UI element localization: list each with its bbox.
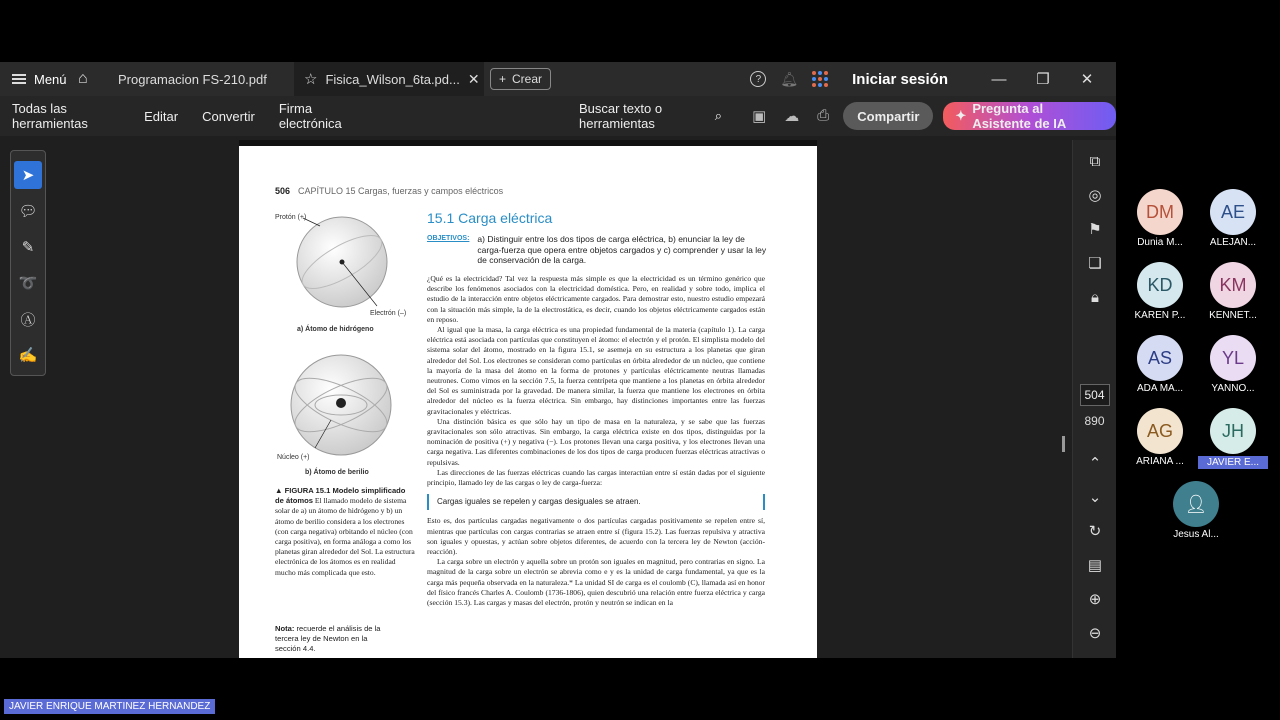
objectives (427, 234, 767, 266)
esign-menu[interactable]: Firma electrónica (278, 101, 342, 131)
create-label: Crear (512, 72, 543, 86)
electron-label: Electrón (–) (370, 310, 407, 317)
avatar: YL (1210, 335, 1256, 381)
figure-15-1 (275, 210, 415, 482)
avatar: JH (1210, 408, 1256, 454)
right-tools-panel (1072, 140, 1116, 658)
participant-name: ARIANA ... (1136, 456, 1184, 467)
share-button[interactable]: Compartir (843, 102, 933, 130)
hamburger-icon (12, 74, 26, 84)
pdf-viewer-window (0, 62, 1116, 658)
avatar: KD (1137, 262, 1183, 308)
fig-b-caption: b) Átomo de berilio (305, 469, 369, 476)
participant-tile[interactable] (1125, 262, 1195, 321)
participant-tile[interactable] (1198, 408, 1268, 469)
paragraph: La carga sobre un electrón y aquella sobre un protón son iguales en magnitud, pero contrarias en signo. La magnitud de la carga sobre un electrón se abrevia como e y es la unidad de carga fundamental, ya que es la carga más pequeña observada en la naturaleza.* La unidad SI de carga es el coulomb (C), llamada así en honor del físico francés Charles A. Coulomb (1736-1806), quien descubrió una relación entre fuerza eléctrica y carga (sección 15.3). Las cargas y masas del electrón, protón y neutrón se indican en la (427, 557, 765, 608)
home-icon[interactable]: ⌂ (78, 70, 88, 87)
ai-assistant-button[interactable] (943, 102, 1116, 130)
comment-icon[interactable]: 💬︎ (18, 203, 38, 220)
convert-menu[interactable]: Convertir (202, 108, 255, 124)
participant-tile[interactable] (1198, 335, 1268, 394)
close-tab-icon[interactable]: ✕ (467, 70, 480, 87)
page-edge (239, 140, 817, 146)
comments-panel-icon[interactable]: ◎ (1088, 187, 1102, 204)
participant-name: YANNO... (1211, 383, 1255, 394)
atom-diagrams (275, 210, 415, 480)
objectives-text: a) Distinguir entre los dos tipos de carga eléctrica, b) enunciar la ley de carga-fuerza que opera entre objetos cargados y c) comprender y usar la ley de conservación de la carga. (477, 234, 767, 265)
avatar: DM (1137, 189, 1183, 235)
all-tools-menu[interactable]: Todas las herramientas (12, 101, 88, 131)
tab-title: Programacion FS-210.pdf (118, 71, 267, 87)
paragraph: Esto es, dos partículas cargadas negativamente o dos partículas cargadas positivamente se repelen entre sí, mientras que partículas con cargas contrarias se atraen entre sí (figura 15.2). Las fuerzas repulsiva y atractiva son iguales y opuestas, y actúan sobre objetos diferentes, de acuerdo con la tercera ley de Newton (acción-reacción). (427, 516, 765, 557)
minimize-icon[interactable]: — (991, 70, 1007, 88)
paragraph: Las direcciones de las fuerzas eléctricas cuando las cargas interactúan entre sí están dadas por el siguiente principio, llamado ley de las cargas o ley de carga-fuerza: (427, 467, 765, 488)
participant-name: Dunia M... (1137, 237, 1183, 248)
participant-name: KENNET... (1209, 310, 1257, 321)
body-text (427, 274, 765, 608)
avatar: AG (1137, 408, 1183, 454)
avatar: KM (1210, 262, 1256, 308)
tab-bar (0, 62, 1116, 96)
search-tools[interactable] (579, 101, 722, 131)
tab-title: Fisica_Wilson_6ta.pd... (325, 71, 460, 87)
figure-caption-title: ▲ FIGURA 15.1 Modelo simplificado de átomos (275, 486, 406, 506)
note-text: recuerde el análisis de la tercera ley de Newton en la sección 4.4. (275, 624, 381, 653)
close-window-icon[interactable]: ✕ (1080, 71, 1094, 88)
nucleus-label: Núcleo (+) (277, 454, 310, 461)
bell-icon[interactable]: 🔔︎ (780, 70, 799, 87)
note-label: Nota: (275, 624, 295, 633)
pdf-page (239, 140, 817, 658)
left-tools-panel (10, 150, 46, 376)
sign-pen-icon[interactable]: ✍ (18, 347, 38, 364)
restore-icon[interactable]: ❐ (1036, 71, 1050, 88)
participant-tile[interactable] (1125, 335, 1195, 394)
figure-caption (275, 486, 415, 578)
paragraph: Una distinción básica es que sólo hay un tipo de masa en la naturaleza, y se sabe que las fuerzas gravitacionales son sólo atractivas. Sin embargo, la carga eléctrica existe en dos tipos, distinguidas por la nominación de positiva (+) y negativa (−). Los protones llevan una carga positiva, y los electrones llevan una carga negativa. Las diferentes combinaciones de los dos tipos de carga producen fuerzas eléctricas atractivas o repulsivas. (427, 416, 765, 467)
figure-caption-text: El llamado modelo de sistema solar de a) un átomo de hidrógeno y b) un átomo de berilio considera a los electrones (con carga negativa) orbitando el núcleo (con carga positiva), en forma análoga a como los planetas giran alrededor del Sol. La estructura electrónica de los átomos es en realidad mucho más complicada que esto. (275, 496, 415, 577)
avatar: AE (1210, 189, 1256, 235)
create-button[interactable] (490, 68, 551, 90)
running-header (275, 186, 503, 196)
participant-tile[interactable] (1198, 262, 1268, 321)
participant-tile[interactable] (1198, 189, 1268, 248)
participant-name: ALEJAN... (1209, 237, 1257, 248)
ai-assistant-label: Pregunta al Asistente de IA (972, 101, 1067, 131)
participant-name: Jesus Al... (1173, 529, 1219, 540)
star-icon[interactable]: ☆ (304, 71, 318, 88)
participant-tile[interactable] (1161, 481, 1231, 540)
tab-fisica-wilson[interactable] (294, 62, 484, 96)
chapter-title: CAPÍTULO 15 Cargas, fuerzas y campos eléctricos (298, 186, 504, 196)
lock-icon[interactable]: 🔒︎ (1091, 288, 1099, 306)
upload-cloud-icon[interactable]: ☁ (784, 108, 800, 125)
zoom-out-icon[interactable]: ⊖ (1088, 625, 1102, 642)
ai-sparkle-icon: ✦ (955, 108, 967, 123)
help-icon[interactable]: ? (750, 71, 766, 87)
total-pages: 890 (1084, 414, 1105, 428)
freehand-draw-icon[interactable]: ➰ (18, 275, 38, 292)
self-name-tag: JAVIER ENRIQUE MARTINEZ HERNANDEZ (4, 699, 215, 714)
fig-a-caption: a) Átomo de hidrógeno (297, 326, 374, 333)
tab-programacion[interactable] (104, 62, 294, 96)
pages-thumbnails-icon[interactable]: ❏ (1088, 255, 1102, 272)
search-icon: ⌕ (714, 108, 723, 123)
avatar: AS (1137, 335, 1183, 381)
bookmarks-icon[interactable]: ⚑ (1088, 221, 1102, 238)
menu-label: Menú (34, 71, 67, 87)
main-toolbar (0, 96, 1116, 136)
page-down-icon[interactable]: ⌄ (1088, 489, 1102, 506)
objectives-label: OBJETIVOS: (427, 235, 470, 242)
menu-button[interactable] (0, 72, 72, 87)
page-info-icon[interactable]: ▤ (1087, 557, 1103, 574)
edit-menu[interactable]: Editar (144, 108, 179, 124)
tab-bar-right (750, 70, 1116, 88)
participant-name: ADA MA... (1136, 383, 1184, 394)
text-box-icon[interactable]: Ⓐ (20, 311, 36, 329)
save-icon[interactable]: ▣ (752, 108, 767, 125)
participant-tile[interactable] (1125, 408, 1195, 467)
scrollbar-thumb[interactable] (1062, 436, 1065, 452)
user-icon: 👤︎ (1184, 493, 1208, 514)
zoom-in-icon[interactable]: ⊕ (1088, 591, 1102, 608)
print-icon[interactable]: ⎙ (817, 107, 830, 124)
paragraph: Al igual que la masa, la carga eléctrica es una propiedad fundamental de la materia (capítulo 1). La carga eléctrica está asociada con partículas que constituyen el átomo: el electrón y el protón. El simplista modelo del sistema solar del átomo, mostrado en la figura 15.1, se asemeja en su estructura a los planetas que giran alrededor del Sol. Los electrones se consideran como partículas en órbita alrededor de un núcleo, que contiene la mayoría de la masa del átomo en la forma de protones y partículas eléctricamente neutras llamadas neutrones. Como vimos en la sección 7.5, la fuerza centrípeta que mantiene a los planetas en órbita alrededor del Sol es suministrada por la gravedad. De manera similar, la fuerza que mantiene los electrones en órbita alrededor del núcleo es la fuerza eléctrica. Sin embargo, hay distinciones importantes entre las fuerzas gravitacionales y eléctricas. (427, 325, 765, 416)
ai-summary-icon[interactable]: ⧉ (1089, 152, 1101, 170)
search-placeholder: Buscar texto o herramientas (579, 101, 663, 131)
paragraph: ¿Qué es la electricidad? Tal vez la respuesta más simple es que la electricidad es un término genérico que describe los fenómenos asociados con la electricidad doméstica. Pero, en realidad y sobre todo, implica el estudio de la interacción entre objetos eléctricamente cargados. Para demostrar esto, nuestro estudio empezará con la situación más simple, la de la electrostática, es decir, cuando los objetos eléctricamente cargados están en reposo. (427, 274, 765, 324)
participant-name: KAREN P... (1134, 310, 1186, 321)
participant-name: JAVIER E... (1198, 456, 1268, 469)
law-box: Cargas iguales se repelen y cargas desiguales se atraen. (427, 494, 765, 510)
refresh-icon[interactable]: ↻ (1088, 523, 1102, 540)
sign-in-button[interactable]: Iniciar sesión (852, 70, 948, 88)
proton-label: Protón (+) (275, 214, 307, 221)
plus-icon: + (499, 72, 507, 86)
participant-tile[interactable] (1125, 189, 1195, 248)
current-page-input[interactable]: 504 (1080, 384, 1110, 406)
page-number: 506 (275, 186, 291, 196)
section-title: 15.1 Carga eléctrica (427, 210, 553, 226)
avatar (1173, 481, 1219, 527)
page-up-icon[interactable]: ⌃ (1088, 455, 1102, 472)
apps-icon[interactable] (812, 71, 828, 87)
margin-note (275, 624, 395, 654)
highlight-pen-icon[interactable]: ✎ (21, 239, 35, 256)
toolbar-icons (752, 107, 829, 125)
select-pointer-icon[interactable]: ➤ (14, 161, 42, 189)
